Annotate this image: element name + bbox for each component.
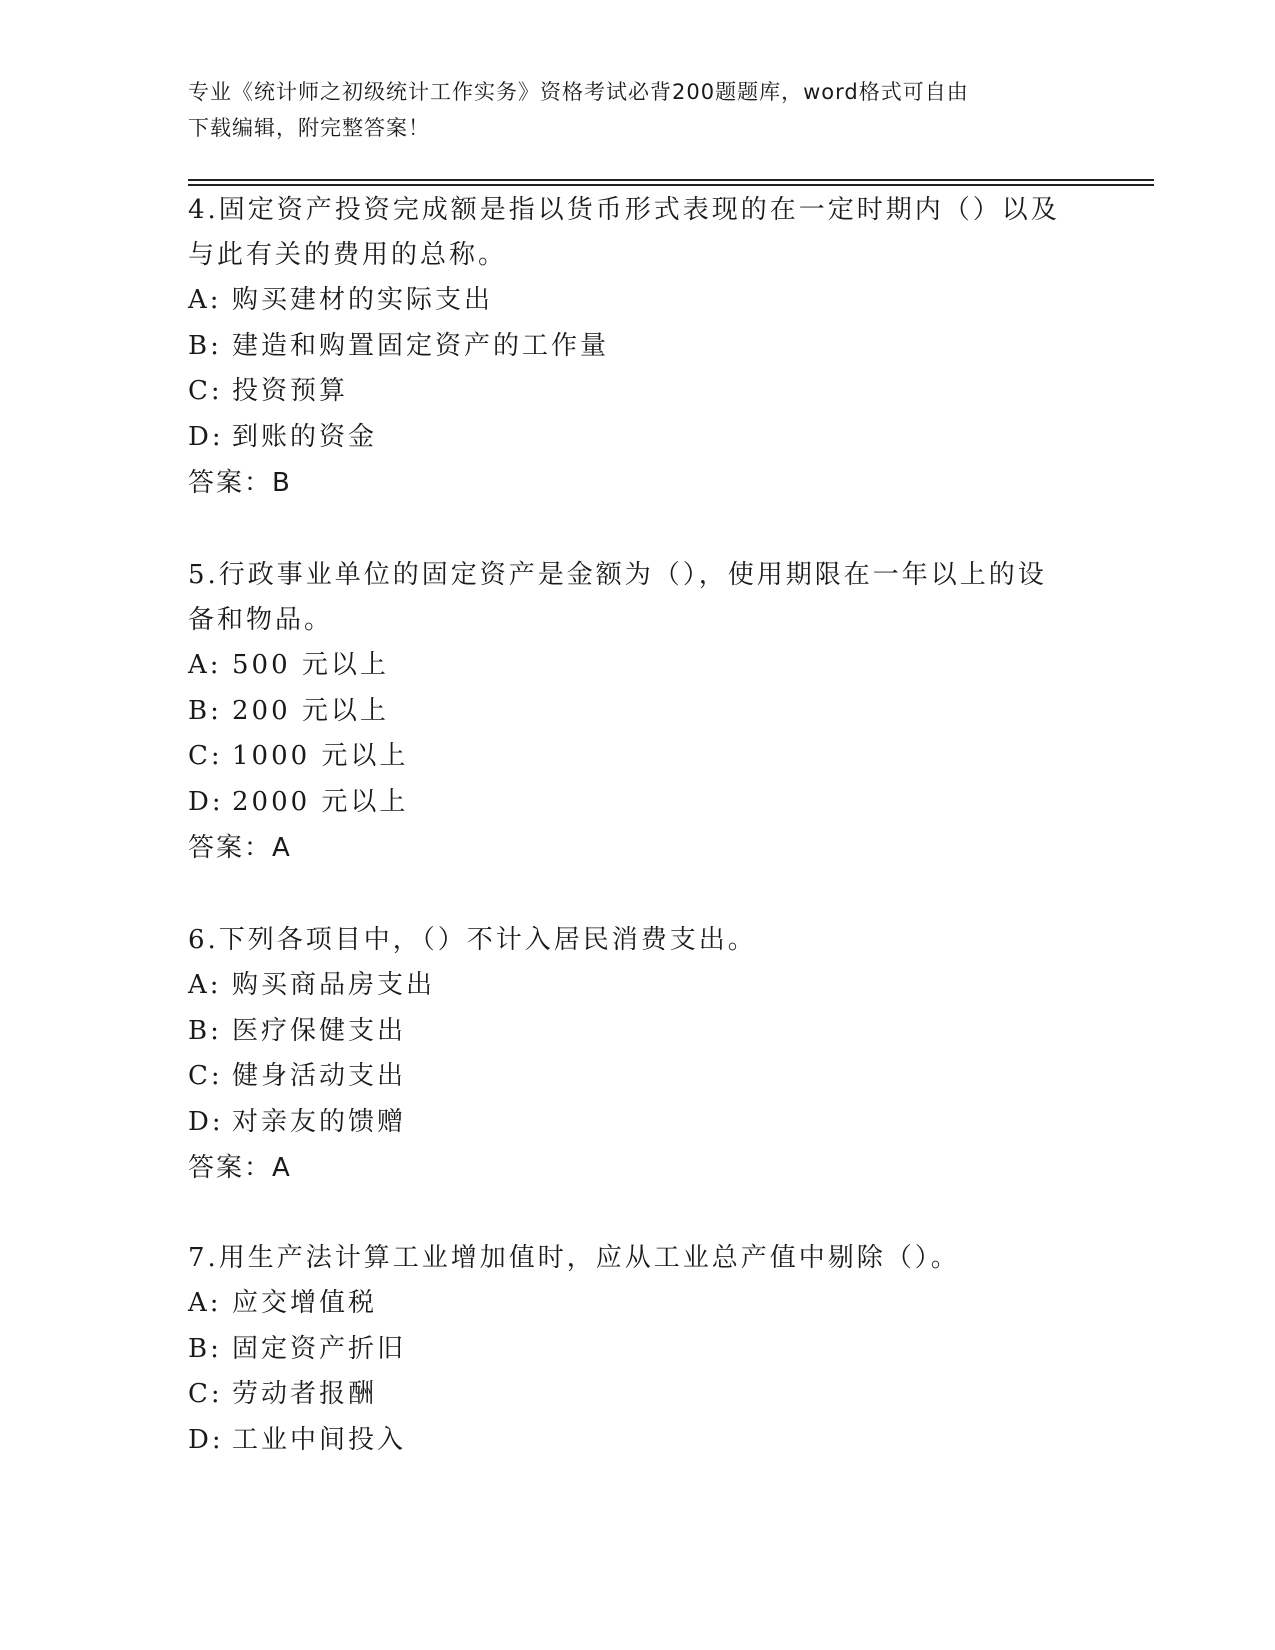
header-line-2: 下载编辑，附完整答案！	[188, 116, 430, 140]
question-stem-line: 与此有关的费用的总称。	[188, 240, 508, 270]
option-text: 健身活动支出	[232, 1061, 407, 1092]
option-key: A:	[188, 970, 222, 1000]
option-d	[188, 1100, 1088, 1146]
option-text: 购买建材的实际支出	[232, 285, 494, 315]
option-c	[188, 1372, 1088, 1418]
answer-line: 答案：A	[188, 1153, 292, 1184]
option-d	[188, 780, 1088, 826]
option-b	[188, 689, 1088, 735]
option-text: 建造和购置固定资产的工作量	[232, 330, 610, 361]
option-text: 对亲友的馈赠	[232, 1106, 407, 1137]
header-divider-bottom	[188, 184, 1154, 186]
option-c	[188, 734, 1088, 780]
option-key: C:	[188, 376, 223, 407]
option-key: D:	[188, 1424, 224, 1455]
option-b	[188, 1327, 1088, 1373]
document-header	[188, 74, 1088, 146]
option-key: D:	[188, 786, 224, 817]
option-text: 2000 元以上	[232, 786, 409, 817]
option-a	[188, 643, 1088, 689]
question-5	[188, 553, 1088, 871]
option-key: A:	[188, 650, 222, 680]
option-text: 劳动者报酬	[232, 1379, 378, 1410]
option-key: B:	[188, 330, 222, 361]
option-text: 200 元以上	[232, 695, 389, 726]
option-text: 固定资产折旧	[232, 1333, 407, 1364]
question-6	[188, 918, 1088, 1191]
option-key: C:	[188, 1061, 223, 1092]
option-key: B:	[188, 1333, 222, 1364]
option-key: B:	[188, 695, 222, 726]
option-d	[188, 415, 1088, 461]
option-text: 购买商品房支出	[232, 970, 436, 1000]
option-text: 到账的资金	[232, 421, 378, 452]
question-7	[188, 1236, 1088, 1463]
header-line-1: 专业《统计师之初级统计工作实务》资格考试必背200题题库，word格式可自由	[188, 80, 969, 104]
question-stem-line: 5.行政事业单位的固定资产是金额为（），使用期限在一年以上的设	[188, 560, 1047, 590]
option-key: C:	[188, 741, 223, 772]
option-a	[188, 963, 1088, 1009]
question-stem-line: 4.固定资产投资完成额是指以货币形式表现的在一定时期内（）以及	[188, 195, 1060, 225]
option-b	[188, 1009, 1088, 1055]
option-key: B:	[188, 1015, 222, 1046]
answer-line: 答案：B	[188, 468, 292, 499]
option-key: A:	[188, 1288, 222, 1318]
option-text: 500 元以上	[232, 650, 389, 680]
option-c	[188, 369, 1088, 415]
option-text: 1000 元以上	[232, 741, 409, 772]
question-4	[188, 188, 1088, 506]
option-c	[188, 1054, 1088, 1100]
option-key: C:	[188, 1379, 223, 1410]
option-text: 投资预算	[232, 376, 349, 407]
question-stem-line: 6.下列各项目中，（）不计入居民消费支出。	[188, 925, 757, 955]
option-key: A:	[188, 285, 222, 315]
header-divider-top	[188, 179, 1154, 181]
option-key: D:	[188, 1106, 224, 1137]
option-text: 工业中间投入	[232, 1424, 407, 1455]
option-text: 医疗保健支出	[232, 1015, 407, 1046]
option-d	[188, 1418, 1088, 1464]
option-a	[188, 278, 1088, 324]
answer-line: 答案：A	[188, 833, 292, 864]
option-text: 应交增值税	[232, 1288, 378, 1318]
question-stem-line: 备和物品。	[188, 605, 334, 635]
option-b	[188, 324, 1088, 370]
option-a	[188, 1281, 1088, 1327]
question-stem-line: 7.用生产法计算工业增加值时，应从工业总产值中剔除（）。	[188, 1243, 960, 1273]
option-key: D:	[188, 421, 224, 452]
